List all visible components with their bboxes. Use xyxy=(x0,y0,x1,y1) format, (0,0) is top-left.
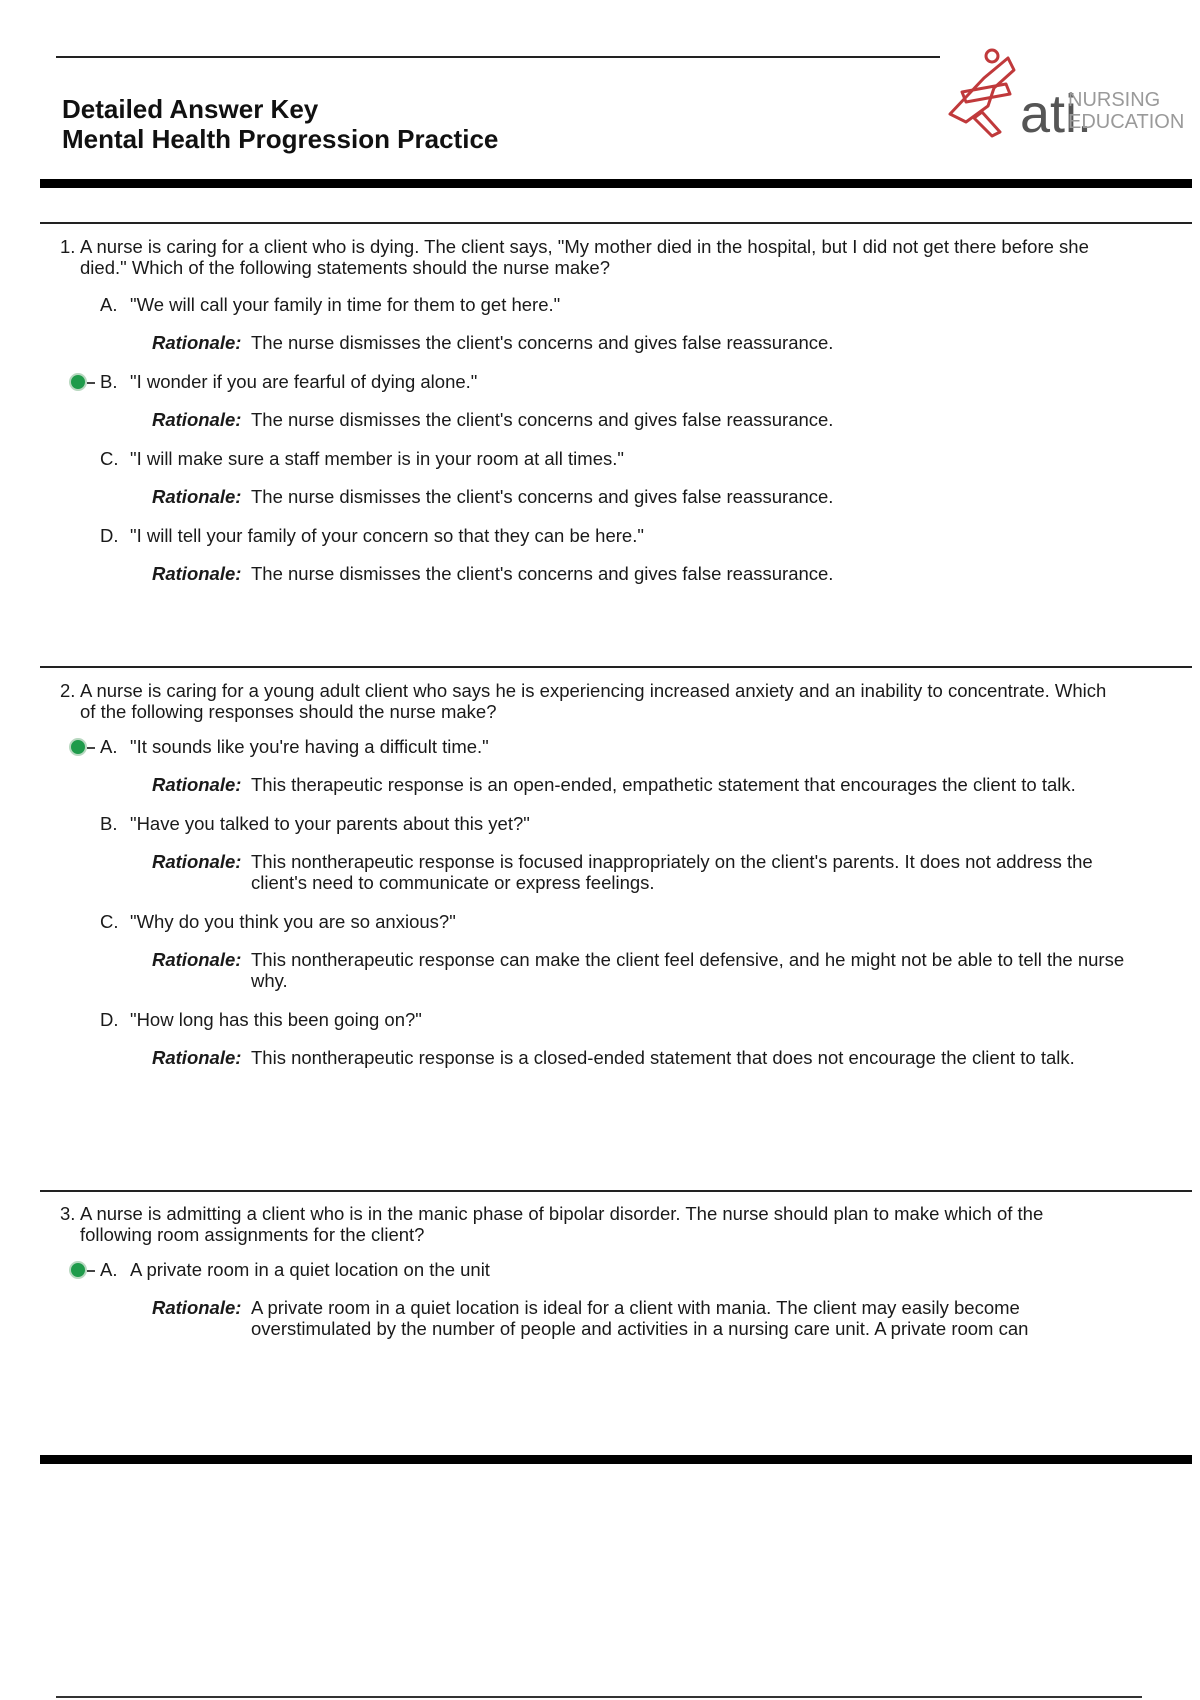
rationale-text: A private room in a quiet location is ideal for a client with mania. The client may easily become overstimulated by the number of people and activities in a nursing care unit. A private room can xyxy=(251,1297,1029,1339)
option-letter: C. xyxy=(100,911,119,932)
answer-option-d xyxy=(100,1009,1180,1031)
rationale xyxy=(152,774,1131,795)
rationale-text: The nurse dismisses the client's concerns and gives false reassurance. xyxy=(251,486,834,507)
rationale-label: Rationale: xyxy=(152,1047,242,1068)
rationale xyxy=(152,486,1131,507)
title-line-1: Detailed Answer Key xyxy=(62,94,319,124)
rationale xyxy=(152,949,1131,991)
rationale xyxy=(152,563,1131,584)
option-text: "Why do you think you are so anxious?" xyxy=(130,911,456,932)
rationale-text: The nurse dismisses the client's concerns and gives false reassurance. xyxy=(251,409,834,430)
option-letter: D. xyxy=(100,525,119,546)
option-text: "I will tell your family of your concern so that they can be here." xyxy=(130,525,644,546)
question-text: A nurse is caring for a client who is dying. The client says, "My mother died in the hospital, but I did not get there before she died." Which of the following statements should the nurse make? xyxy=(80,236,1089,278)
answer-option-c xyxy=(100,911,1180,933)
answer-option-b xyxy=(100,371,1180,393)
option-letter: B. xyxy=(100,813,118,834)
rationale-label: Rationale: xyxy=(152,486,242,507)
question-3 xyxy=(60,1203,1180,1339)
rationale-label: Rationale: xyxy=(152,851,242,872)
rationale-text: This therapeutic response is an open-ended, empathetic statement that encourages the client to talk. xyxy=(251,774,1076,795)
page-title xyxy=(62,94,498,154)
rationale-label: Rationale: xyxy=(152,332,242,353)
option-letter: B. xyxy=(100,371,118,392)
rationale xyxy=(152,332,1131,353)
correct-answer-marker-icon xyxy=(69,738,87,756)
question-text: A nurse is caring for a young adult client who says he is experiencing increased anxiety and an inability to concentrate. Which of the following responses should the nurse make? xyxy=(80,680,1107,722)
answer-option-a xyxy=(100,736,1180,758)
question-text: A nurse is admitting a client who is in the manic phase of bipolar disorder. The nurse should plan to make which of the following room assignments for the client? xyxy=(80,1203,1044,1245)
question-number: 2. xyxy=(60,680,76,701)
option-letter: A. xyxy=(100,736,118,757)
header-thick-rule xyxy=(40,179,1192,188)
rationale-label: Rationale: xyxy=(152,1297,242,1318)
question-3-divider xyxy=(40,1190,1192,1192)
option-text: "I wonder if you are fearful of dying alone." xyxy=(130,371,478,392)
rationale xyxy=(152,1297,1131,1339)
rationale-label: Rationale: xyxy=(152,774,242,795)
answer-option-d xyxy=(100,525,1180,547)
question-stem xyxy=(60,236,1120,278)
logo-sub-1: NURSING xyxy=(1068,89,1161,111)
page-bottom-rule xyxy=(56,1696,1142,1698)
rationale-text: The nurse dismisses the client's concerns and gives false reassurance. xyxy=(251,332,834,353)
option-text: "We will call your family in time for them to get here." xyxy=(130,294,561,315)
header-top-rule xyxy=(56,56,940,58)
option-text: A private room in a quiet location on the unit xyxy=(130,1259,490,1280)
title-line-2: Mental Health Progression Practice xyxy=(62,124,499,154)
rationale-label: Rationale: xyxy=(152,409,242,430)
rationale-label: Rationale: xyxy=(152,949,242,970)
option-text: "I will make sure a staff member is in your room at all times." xyxy=(130,448,624,469)
rationale xyxy=(152,409,1131,430)
correct-answer-marker-icon xyxy=(69,373,87,391)
footer-thick-rule xyxy=(40,1455,1192,1464)
rationale-text: The nurse dismisses the client's concerns and gives false reassurance. xyxy=(251,563,834,584)
rationale-text: This nontherapeutic response is focused inappropriately on the client's parents. It does not address the client's need to communicate or express feelings. xyxy=(251,851,1093,893)
question-2-divider xyxy=(40,666,1192,668)
question-stem xyxy=(60,1203,1120,1245)
question-1 xyxy=(60,236,1180,584)
answer-option-b xyxy=(100,813,1180,835)
answer-option-a xyxy=(100,294,1180,316)
correct-answer-marker-icon xyxy=(69,1261,87,1279)
logo-brand: ati. xyxy=(1020,84,1093,144)
option-letter: D. xyxy=(100,1009,119,1030)
rationale-label: Rationale: xyxy=(152,563,242,584)
rationale-text: This nontherapeutic response can make the client feel defensive, and he might not be able to tell the nurse why. xyxy=(251,949,1125,991)
option-text: "Have you talked to your parents about this yet?" xyxy=(130,813,530,834)
rationale-text: This nontherapeutic response is a closed-ended statement that does not encourage the client to talk. xyxy=(251,1047,1075,1068)
answer-option-a xyxy=(100,1259,1180,1281)
rationale xyxy=(152,851,1131,893)
logo-sub-2: EDUCATION xyxy=(1068,111,1185,133)
question-1-divider xyxy=(40,222,1192,224)
ati-logo xyxy=(944,44,1185,154)
runner-figure-icon xyxy=(950,50,1014,136)
question-stem xyxy=(60,680,1120,722)
rationale xyxy=(152,1047,1131,1068)
option-text: "It sounds like you're having a difficult time." xyxy=(130,736,489,757)
answer-option-c xyxy=(100,448,1180,470)
option-letter: A. xyxy=(100,294,118,315)
option-text: "How long has this been going on?" xyxy=(130,1009,422,1030)
question-number: 1. xyxy=(60,236,76,257)
question-2 xyxy=(60,680,1180,1068)
question-number: 3. xyxy=(60,1203,76,1224)
option-letter: C. xyxy=(100,448,119,469)
option-letter: A. xyxy=(100,1259,118,1280)
